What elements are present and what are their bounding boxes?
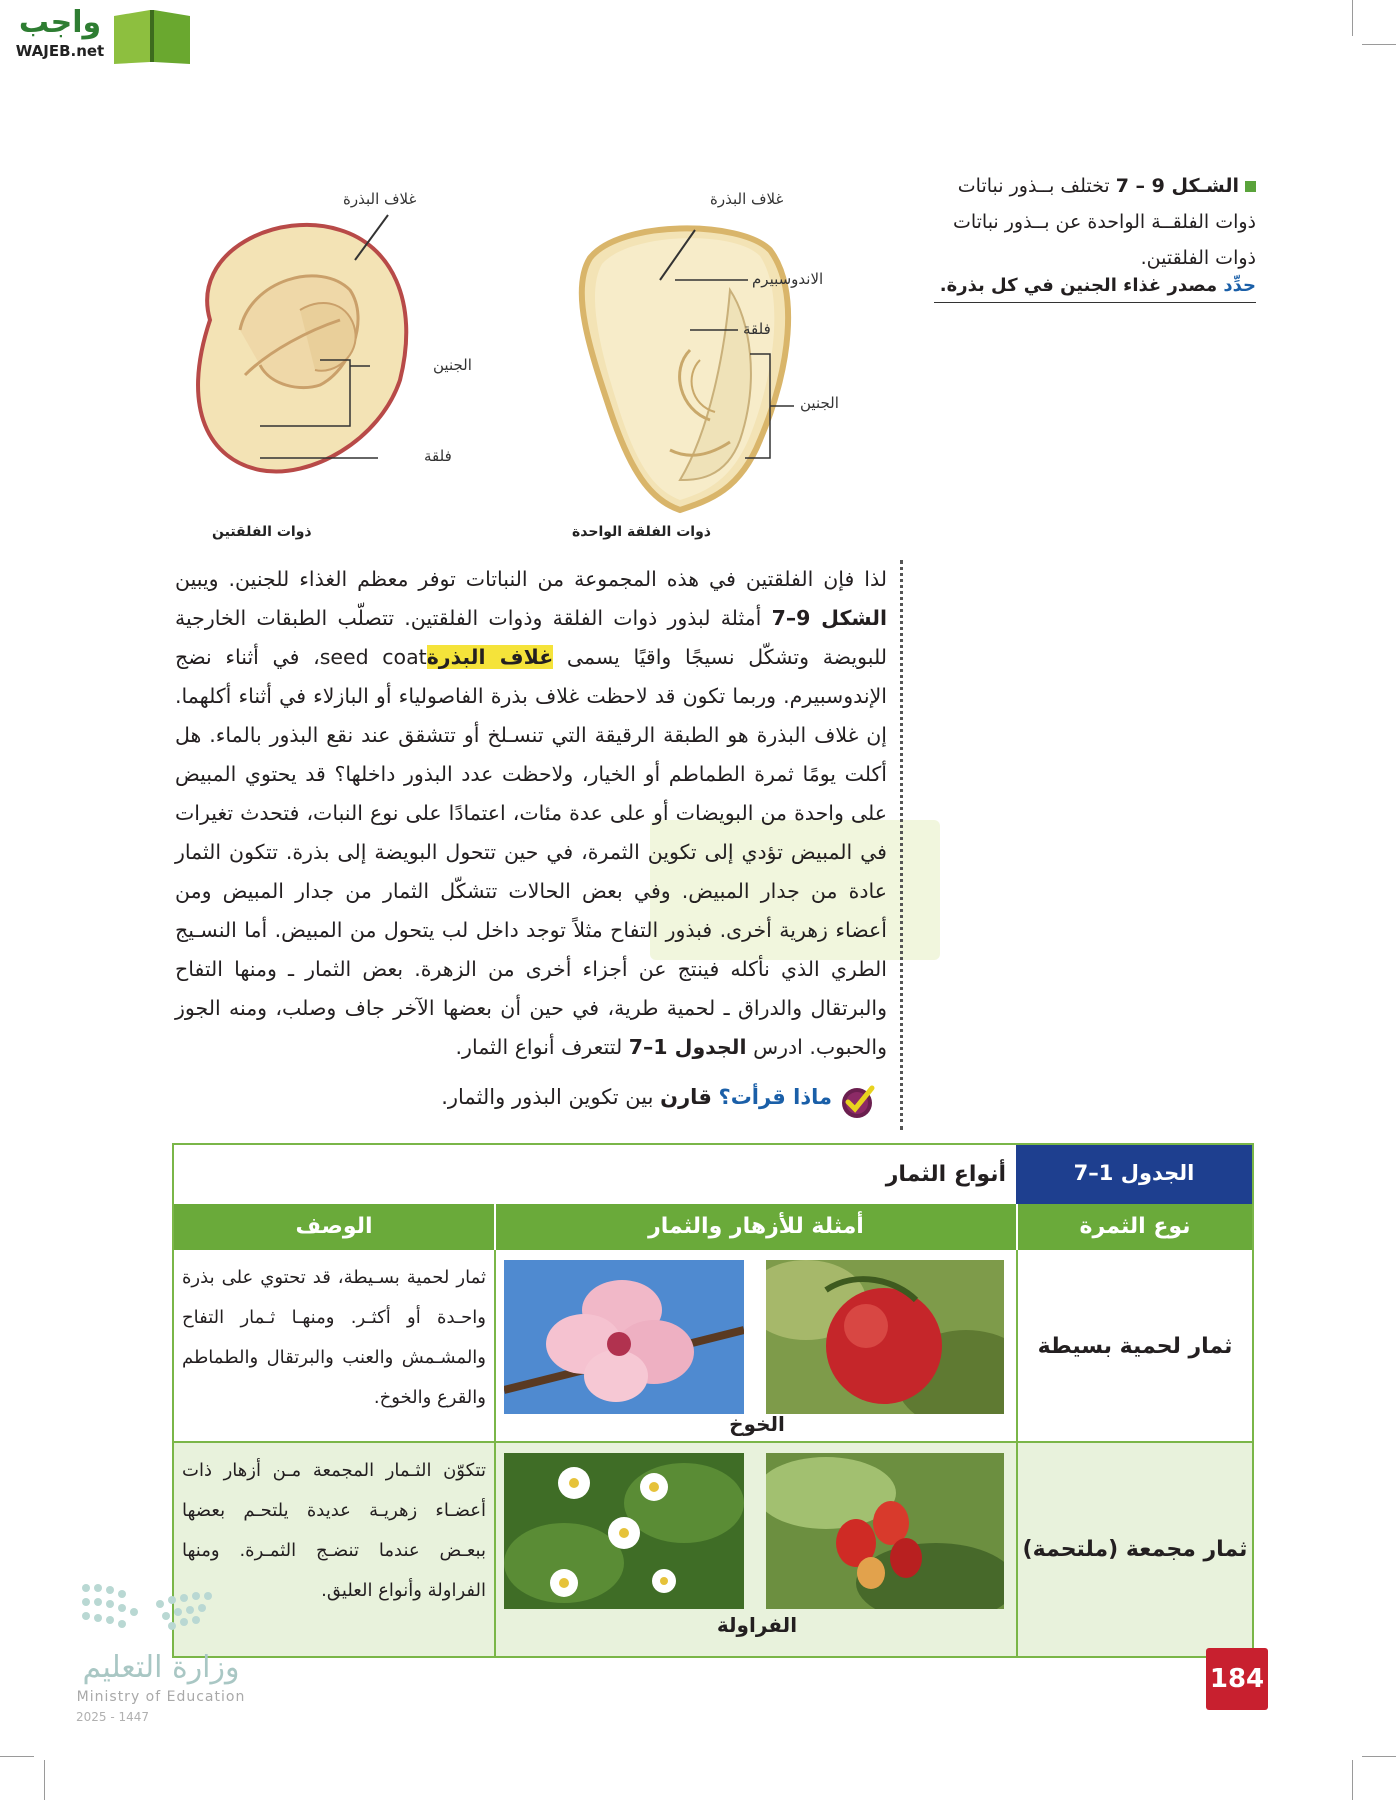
checkmark-icon xyxy=(838,1082,876,1120)
header-examples: أمثلة للأزهار والثمار xyxy=(494,1204,1016,1250)
monocot-endosperm-label: الاندوسبيرم xyxy=(752,270,824,288)
main-paragraph xyxy=(175,560,887,1067)
table-reference[interactable]: الجدول 1–7 xyxy=(628,1035,747,1059)
caption-lead: الشـكل 9 – 7 xyxy=(1115,175,1239,197)
examples-cell-aggregate xyxy=(494,1443,1016,1656)
page-number: 184 xyxy=(1206,1648,1268,1710)
ministry-name-ar: وزارة التعليم xyxy=(82,1650,240,1685)
strawberry-fruit-image xyxy=(766,1453,1004,1609)
dicot-embryo-label: الجنين xyxy=(433,356,472,374)
figure-caption xyxy=(934,168,1256,276)
header-type: نوع الثمرة xyxy=(1016,1204,1252,1250)
book-icon xyxy=(112,8,192,66)
strawberry-fruit-photo xyxy=(766,1453,1004,1609)
crop-mark xyxy=(1362,1756,1396,1757)
table-label: الجدول 1–7 xyxy=(1016,1145,1252,1204)
ministry-name-en: Ministry of Education xyxy=(76,1689,246,1705)
dicot-cotyledon-label: فلقة xyxy=(424,447,452,465)
fruit-type-aggregate: ثمار مجمعة (ملتحمة) xyxy=(1016,1443,1252,1656)
reading-check-verb: قارن xyxy=(660,1085,712,1109)
column-divider xyxy=(900,560,903,1130)
dicot-title: ذوات الفلقتين xyxy=(212,524,312,540)
example-label-peach: الخوخ xyxy=(729,1412,785,1436)
task-verb: حدِّد xyxy=(1223,275,1256,296)
crop-mark xyxy=(0,1756,34,1757)
monocot-cotyledon-label: فلقة xyxy=(743,320,771,338)
example-label-strawberry: الفراولة xyxy=(716,1613,798,1637)
header-description: الوصف xyxy=(174,1204,494,1250)
monocot-seed-coat-label: غلاف البذرة xyxy=(710,190,784,208)
fruit-types-table xyxy=(172,1143,1254,1658)
ministry-dots-icon xyxy=(78,1580,248,1634)
strawberry-flower-photo xyxy=(504,1453,744,1609)
text-part-1: لذا فإن الفلقتين في هذه المجموعة من النباتات توفر معظم الغذاء للجنين. ويبين xyxy=(175,567,887,591)
peach-flower-image xyxy=(504,1260,744,1414)
crop-mark xyxy=(44,1760,45,1800)
reading-check-body: بين تكوين البذور والثمار. xyxy=(441,1085,654,1109)
crop-mark xyxy=(1352,0,1353,36)
text-part-4: لتتعرف أنواع الثمار. xyxy=(455,1035,623,1059)
monocot-title: ذوات الفلقة الواحدة xyxy=(572,524,711,540)
seed-diagram xyxy=(150,180,870,550)
reading-check-lead: ماذا قرأت؟ xyxy=(718,1085,832,1109)
dicot-seed-coat-label: غلاف البذرة xyxy=(343,190,417,208)
strawberry-flower-image xyxy=(504,1453,744,1609)
crop-mark xyxy=(1362,44,1396,45)
description-aggregate: تتكوّن الثـمار المجمعة مـن أزهار ذات أعضـاء زهريـة عديدة يلتحـم بعضها ببعـض عندما تنضـج الثمـرة. ومنها الفراولة وأنواع العليق. xyxy=(182,1460,486,1601)
highlighted-term: غلاف البذرة xyxy=(426,645,554,669)
task-body: مصدر غذاء الجنين في كل بذرة. xyxy=(939,275,1218,296)
reading-check xyxy=(440,1085,832,1109)
fruit-type-simple: ثمار لحمية بسيطة xyxy=(1016,1250,1252,1443)
figure-task xyxy=(934,275,1256,303)
figure-reference[interactable]: الشكل 9–7 xyxy=(771,606,887,630)
text-part-2: أمثلة لبذور ذوات الفلقة وذوات الفلقتين. تتصلّب الطبقات الخارجية للبويضة وتشكّل نسيجًا واقيًا يسمى xyxy=(175,606,887,669)
caption-body: تختلف بــذور نباتات ذوات الفلقــة الواحدة عن بــذور نباتات ذوات الفلقتين. xyxy=(952,175,1256,269)
examples-cell-simple xyxy=(494,1250,1016,1443)
monocot-embryo-label: الجنين xyxy=(800,394,839,412)
dicot-seed-illustration xyxy=(198,225,406,472)
peach-fruit-image xyxy=(766,1260,1004,1414)
crop-mark xyxy=(1352,1760,1353,1800)
peach-flower-photo xyxy=(504,1260,744,1414)
ministry-year: 2025 - 1447 xyxy=(76,1710,150,1724)
table-title: أنواع الثمار xyxy=(885,1162,1006,1187)
description-simple: ثمار لحمية بسـيطة، قد تحتوي على بذرة واحـدة أو أكثـر. ومنهـا ثـمار التفاح والمشـمش والعنب والبرتقال والطماطم والقرع والخوخ. xyxy=(182,1267,486,1408)
text-part-3: seed coat، في أثناء نضج الإندوسبيرم. وربما تكون قد لاحظت غلاف بذرة الفاصولياء أو البازلاء في أثناء أكلهما. إن غلاف البذرة هو الطبقة الرقيقة التي تنسـلخ أو تتشقق عند نقع البذور بالماء. هل أكلت يومًا ثمرة الطماطم أو الخيار، ولاحظت عدد البذور داخلها؟ قد يحتوي المبيض على واحدة من البويضات أو على عدة مئات، اعتمادًا على نوع النبات، فتحدث تغيرات في المبيض تؤدي إلى تكوين الثمرة، في حين تتحول البويضة إلى بذرة. تتكون الثمار عادة من جدار المبيض. وفي بعض الحالات تتشكّل الثمار من جدار المبيض ومن أعضاء زهرية أخرى. فبذور التفاح مثلاً توجد داخل لب يتحول من المبيض. أما النسـيج الطري الذي نأكله فينتج عن أجزاء أخرى من الزهرة. بعض الثمار ـ ومنها التفاح والبرتقال والدراق ـ لحمية طرية، في حين أن بعضها الآخر جاف وصلب، ومنه الجوز والحبوب. ادرس xyxy=(175,645,887,1059)
brand-name: واجب xyxy=(18,5,102,40)
caption-bullet-icon xyxy=(1245,181,1256,192)
brand-domain: WAJEB.net xyxy=(15,42,105,60)
peach-fruit-photo xyxy=(766,1260,1004,1414)
